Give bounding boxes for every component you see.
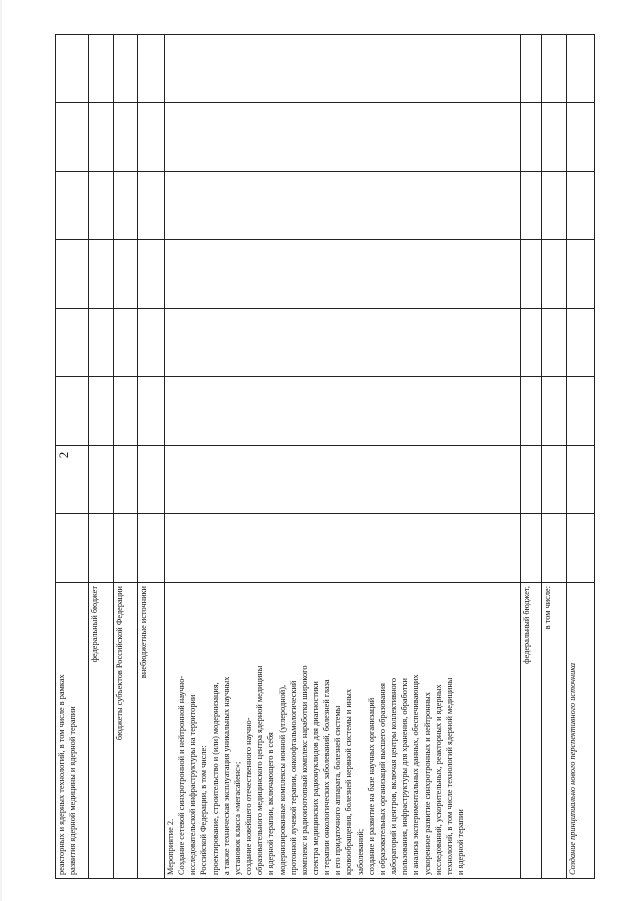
row-label-line: Создание сетевой синхротронной и нейтронной научно- — [177, 675, 187, 875]
row-label-line: исследований, ускорительных, реакторных и ядерных — [433, 684, 443, 875]
row-label-cell — [113, 583, 137, 879]
row-label-line: Мероприятие 2. — [165, 818, 175, 875]
row-label-cell — [542, 583, 566, 879]
row-label-cell — [137, 583, 164, 879]
row-label-line: ускоренное развитие синхротронных и нейтронных — [422, 692, 432, 875]
value-cell — [89, 377, 113, 446]
value-cell — [89, 35, 113, 104]
value-cell — [164, 240, 520, 309]
value-cell — [137, 35, 164, 104]
value-cell — [56, 446, 89, 515]
value-cell — [137, 377, 164, 446]
table-row — [521, 35, 542, 879]
row-label-line: создание и развитие на базе научных организаций — [366, 697, 376, 875]
row-label-line: внебюджетные источники — [138, 586, 148, 679]
rotated-table-frame — [55, 34, 595, 879]
value-cell — [164, 103, 520, 172]
value-cell — [164, 172, 520, 241]
row-label-line: федеральный бюджет — [90, 586, 100, 663]
value-cell — [521, 377, 542, 446]
value-cell — [113, 309, 137, 378]
value-cell — [566, 446, 594, 515]
value-cell — [542, 35, 566, 104]
row-label-line: в том числе: — [543, 586, 553, 630]
value-cell — [566, 103, 594, 172]
funding-table-container — [55, 34, 595, 879]
value-cell — [137, 103, 164, 172]
value-cell — [89, 172, 113, 241]
row-label-line: а также техническая эксплуатация уникальных научных — [221, 676, 231, 875]
value-cell — [89, 514, 113, 583]
value-cell — [56, 103, 89, 172]
value-cell — [521, 103, 542, 172]
value-cell — [56, 309, 89, 378]
row-label-line: создание новейшего отечественного научно- — [244, 717, 254, 875]
row-label-line: кровообращения, болезней нервной системы и иных — [344, 689, 354, 875]
row-label-line: Создание принципиально нового перспективного источника — [567, 662, 577, 875]
row-label-line: комплекс и радиоизотопный комплекс наработки широкого — [299, 665, 309, 875]
value-cell — [137, 309, 164, 378]
row-label-cell — [566, 583, 594, 879]
value-cell — [56, 514, 89, 583]
value-cell — [113, 240, 137, 309]
value-cell — [89, 309, 113, 378]
table-row — [137, 35, 164, 879]
value-cell — [164, 309, 520, 378]
scan-edge — [0, 0, 2, 901]
value-cell — [164, 514, 520, 583]
value-cell — [542, 172, 566, 241]
row-label-line: проектирование, строительство и (или) модернизация, — [210, 682, 220, 875]
table-row — [566, 35, 594, 879]
row-label-line: и анализа экспериментальных данных, обеспечивающих — [411, 674, 421, 875]
table-row — [164, 35, 520, 879]
row-label-line: модернизированные комплексы ионной (углеродной), — [277, 684, 287, 875]
value-cell — [89, 103, 113, 172]
value-cell — [56, 35, 89, 104]
row-label-line: и его придаточного аппарата, болезней системы — [333, 705, 343, 875]
value-cell — [164, 446, 520, 515]
page-number: 2 — [56, 451, 71, 459]
row-label-cell — [89, 583, 113, 879]
value-cell — [113, 103, 137, 172]
value-cell — [164, 35, 520, 104]
value-cell — [542, 240, 566, 309]
row-label-line: и терапии онкологических заболеваний, болезней глаза — [322, 679, 332, 875]
value-cell — [113, 377, 137, 446]
value-cell — [113, 514, 137, 583]
value-cell — [566, 240, 594, 309]
row-label-cell — [56, 583, 89, 879]
row-label-line: и образовательных организаций высшего образования — [377, 683, 387, 875]
table-row — [56, 35, 89, 879]
value-cell — [56, 240, 89, 309]
value-cell — [113, 446, 137, 515]
value-cell — [137, 446, 164, 515]
row-label-line: спектра медицинских радионуклидов для диагностики — [311, 681, 321, 875]
value-cell — [521, 35, 542, 104]
value-cell — [56, 377, 89, 446]
value-cell — [521, 240, 542, 309]
value-cell — [89, 446, 113, 515]
row-label-cell — [164, 583, 520, 879]
row-label-line: пользования, инфраструктуры для хранения, обработки — [400, 678, 410, 875]
row-label-line: бюджеты субъектов Российской Федерации — [114, 586, 124, 741]
row-label-cell — [521, 583, 542, 879]
funding-table — [55, 34, 595, 879]
value-cell — [542, 446, 566, 515]
table-row — [89, 35, 113, 879]
value-cell — [521, 446, 542, 515]
value-cell — [521, 172, 542, 241]
value-cell — [137, 172, 164, 241]
value-cell — [566, 514, 594, 583]
value-cell — [89, 240, 113, 309]
value-cell — [566, 377, 594, 446]
value-cell — [164, 377, 520, 446]
row-label-line: Российской Федерации, в том числе: — [199, 745, 209, 875]
row-label-line: и ядерной терапии — [456, 809, 466, 875]
value-cell — [137, 240, 164, 309]
value-cell — [137, 514, 164, 583]
value-cell — [566, 309, 594, 378]
row-label-line: лабораторий и центров, включая центры коллективного — [389, 678, 399, 875]
value-cell — [542, 103, 566, 172]
table-row — [113, 35, 137, 879]
row-label-line: технологий, в том числе технологий ядерной медицины — [444, 677, 454, 875]
row-label-line: реакторных и ядерных технологий, в том числе в рамках — [57, 674, 66, 875]
value-cell — [113, 35, 137, 104]
row-label-line: исследовательской инфраструктуры на территории — [188, 694, 198, 875]
value-cell — [566, 172, 594, 241]
value-cell — [542, 377, 566, 446]
row-label-line: и ядерной терапии, включающего в себя — [266, 732, 276, 875]
value-cell — [566, 35, 594, 104]
row-label-line: протонной лучевой терапии, онкоофтальмологический — [288, 680, 298, 875]
value-cell — [521, 309, 542, 378]
value-cell — [521, 514, 542, 583]
row-label-line: федеральный бюджет, — [522, 586, 532, 664]
row-label-line: заболеваний; — [355, 828, 365, 875]
value-cell — [542, 514, 566, 583]
value-cell — [542, 309, 566, 378]
row-label-line: образовательного медицинского центра ядерной медицины — [255, 665, 265, 875]
table-row — [542, 35, 566, 879]
value-cell — [113, 172, 137, 241]
value-cell — [56, 172, 89, 241]
row-label-line: установок класса «мегасайенс»; — [232, 761, 242, 875]
row-label-line: развития ядерной медицины и ядерной терапии — [68, 706, 78, 875]
